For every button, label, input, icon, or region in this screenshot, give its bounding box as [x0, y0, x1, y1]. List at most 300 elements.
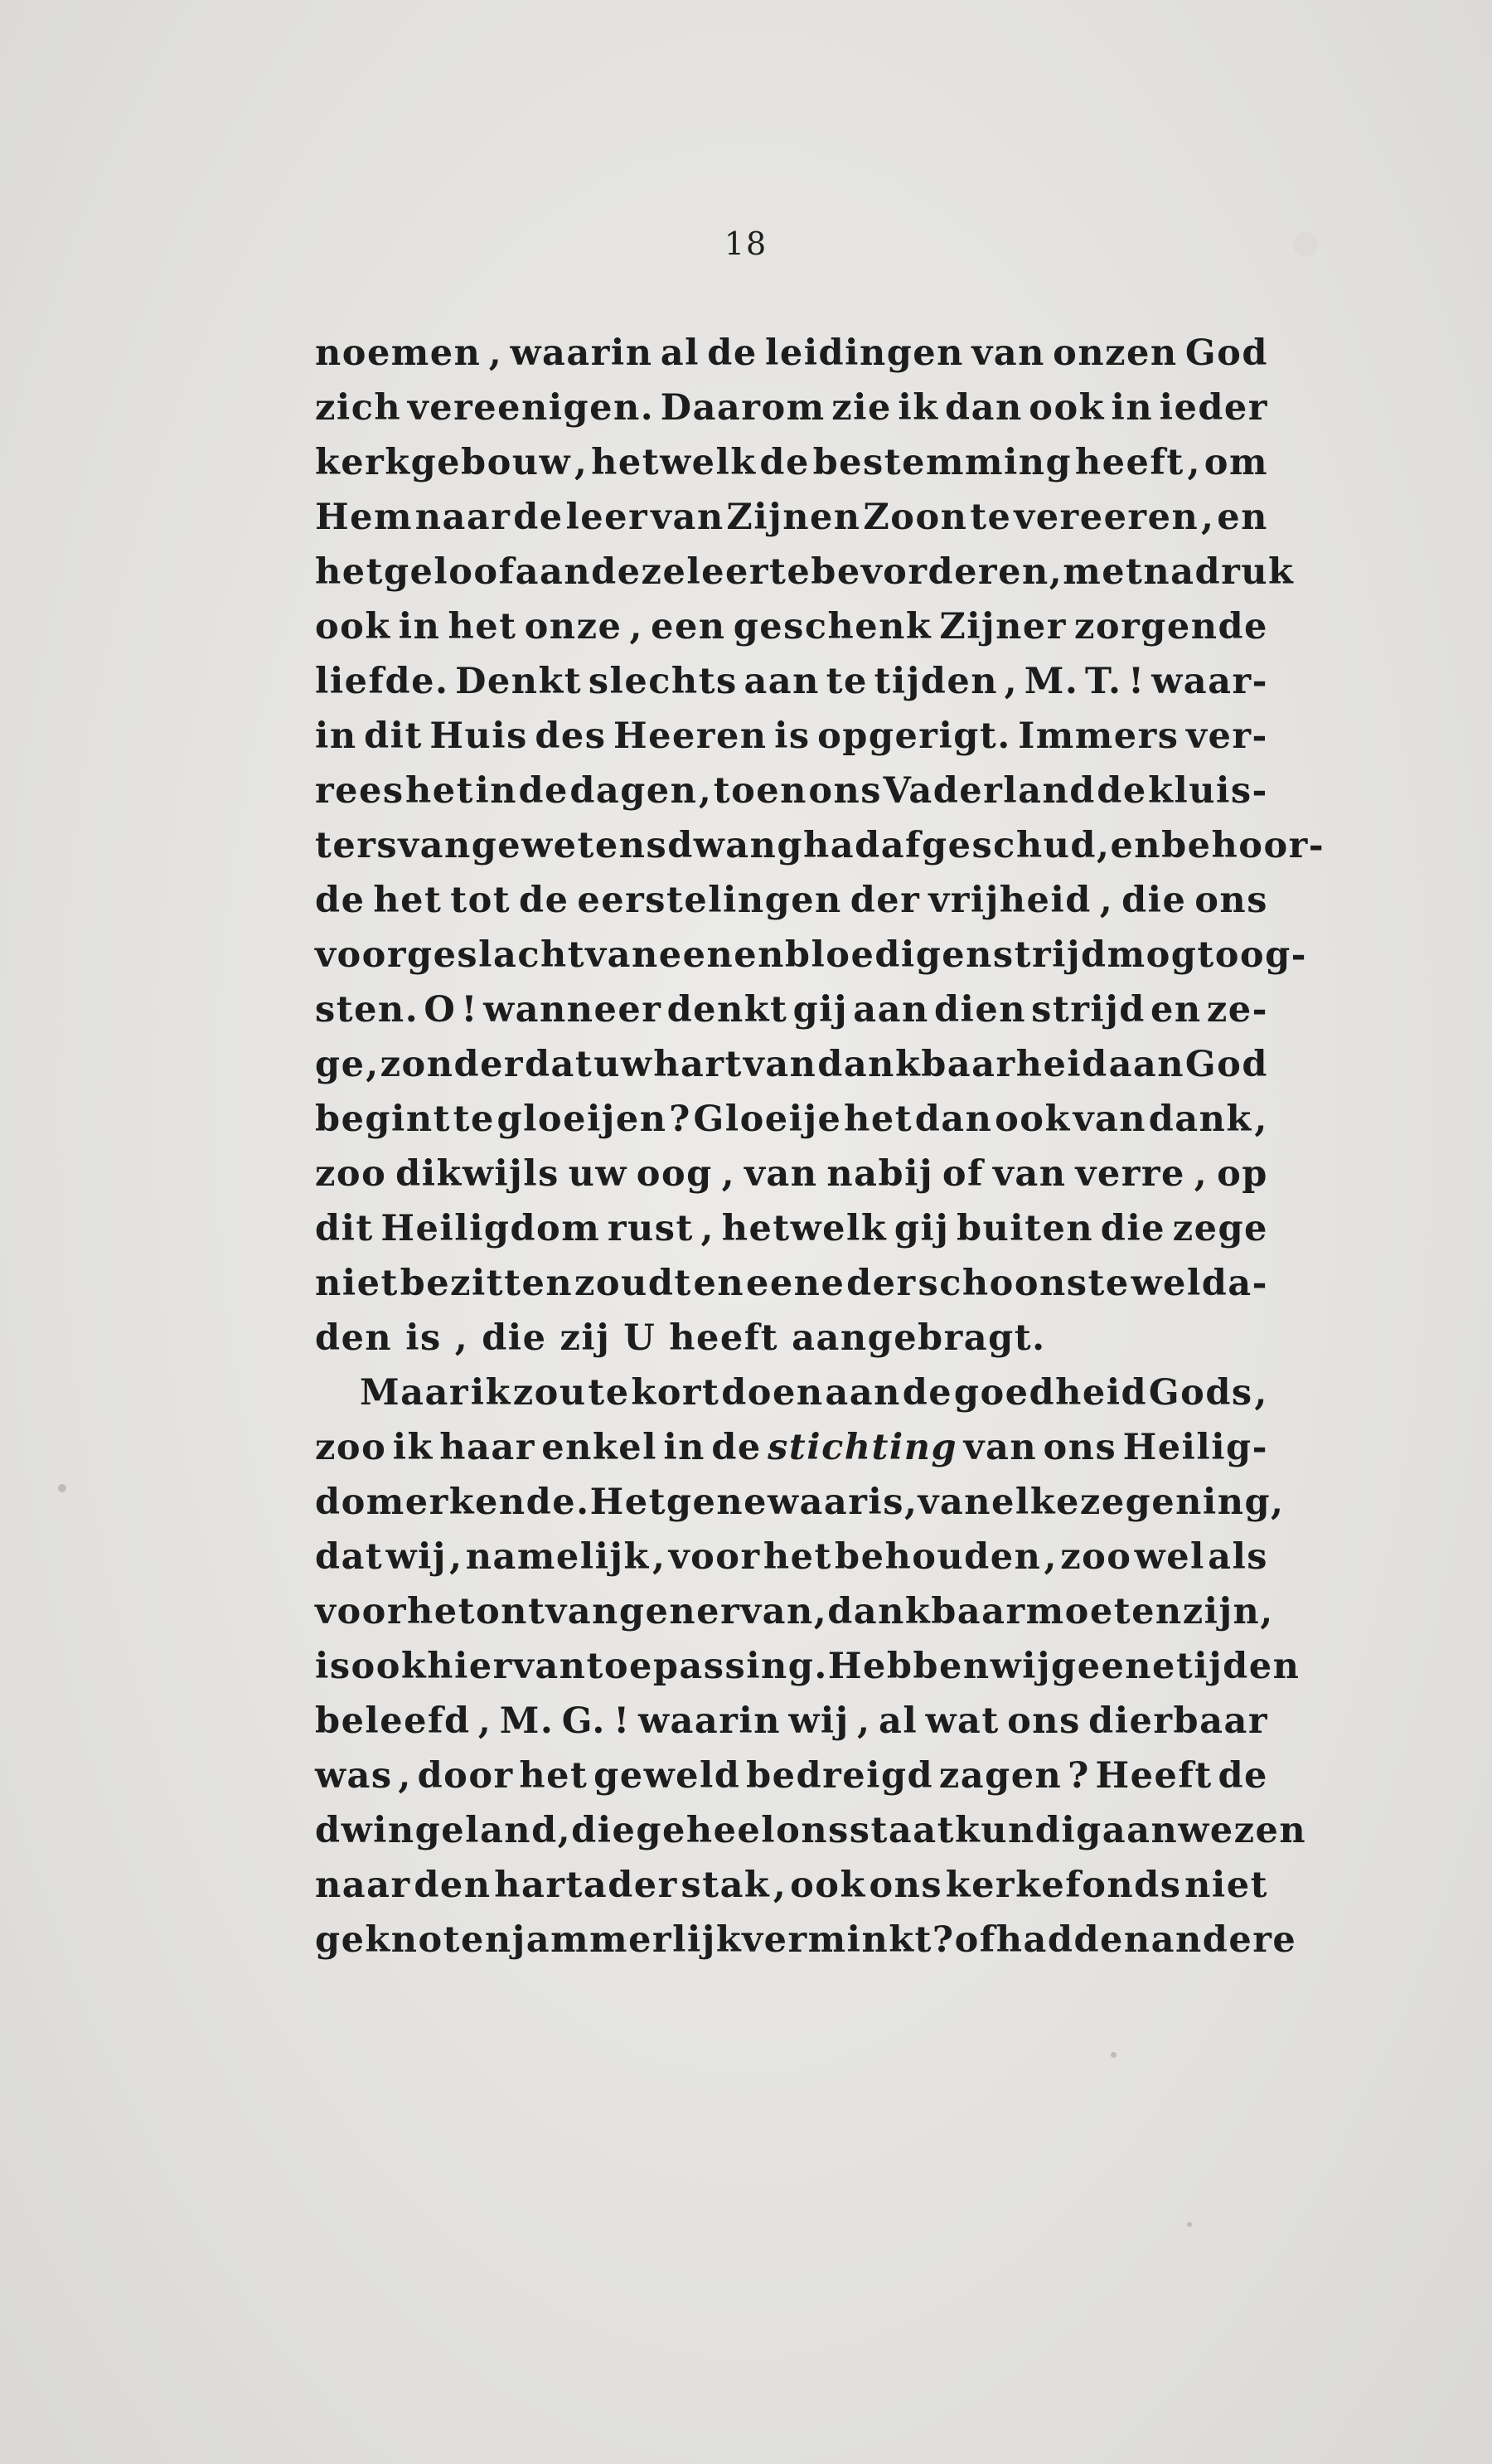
word: ook: [995, 1099, 1071, 1140]
word: Maar: [360, 1372, 469, 1414]
text-line: [315, 709, 1268, 764]
word: gij: [894, 1208, 950, 1249]
word: ,: [1096, 825, 1111, 866]
word: zie: [831, 387, 892, 429]
word: Huis: [429, 715, 528, 757]
word: noemen: [315, 332, 482, 374]
word: en: [1217, 497, 1268, 538]
word: M.: [499, 1700, 555, 1742]
word: zegening: [1079, 1482, 1272, 1523]
word: de: [711, 1427, 762, 1468]
word: in: [398, 606, 441, 648]
word: van: [650, 497, 724, 538]
word: Zijner: [939, 606, 1067, 648]
word: in: [1111, 387, 1154, 429]
text-line: [315, 435, 1268, 490]
word: toepassing.: [586, 1646, 828, 1687]
word: ,: [652, 1536, 666, 1578]
word: eerstelingen: [577, 880, 842, 921]
text-line: [315, 1858, 1268, 1913]
word: Gloeije: [693, 1099, 842, 1140]
word: voor: [668, 1536, 761, 1578]
word: in: [663, 1427, 705, 1468]
word: zorgende: [1074, 606, 1268, 648]
word: uw: [568, 1153, 627, 1195]
word: het: [844, 1099, 913, 1140]
word: te: [453, 1099, 495, 1140]
word: tijden: [1175, 1646, 1301, 1687]
word: er: [696, 1591, 741, 1632]
word: schoonste: [918, 1263, 1130, 1304]
word: waarin: [510, 332, 653, 374]
word: ,: [903, 1482, 918, 1523]
word: ,: [574, 442, 589, 483]
word: God: [1184, 332, 1268, 374]
word: ,: [1049, 551, 1063, 593]
word: Hetgene: [589, 1482, 768, 1523]
word: ,: [1187, 442, 1202, 483]
text-line: [315, 1201, 1268, 1256]
word: van: [740, 1591, 814, 1632]
word: zijn: [1182, 1591, 1261, 1632]
word: ons: [1007, 1700, 1081, 1742]
word: ,: [1260, 1591, 1274, 1632]
word: strijd: [1031, 989, 1146, 1031]
word: dankbaarheid: [817, 1044, 1108, 1085]
text-line: [315, 1584, 1274, 1639]
word: dankbaar: [827, 1591, 1026, 1632]
word: God: [1184, 1044, 1268, 1085]
word: Gods: [1148, 1372, 1253, 1414]
word: een: [651, 606, 726, 648]
word: hart: [653, 1044, 743, 1085]
word: van: [918, 1482, 992, 1523]
word: niet: [315, 1263, 399, 1304]
word: ,: [1254, 1099, 1268, 1140]
word: Daarom: [660, 387, 826, 429]
word: al: [878, 1700, 918, 1742]
word: U: [623, 1317, 656, 1359]
word: ze-: [1206, 989, 1268, 1031]
word: geloof: [383, 551, 516, 593]
word: der: [850, 880, 921, 921]
word: in: [475, 770, 518, 812]
word: ik: [392, 1427, 434, 1468]
text-line: [315, 1913, 1297, 1967]
word: kort: [631, 1372, 720, 1414]
word: uw: [593, 1044, 653, 1085]
text-line: [315, 1530, 1268, 1584]
word: het: [448, 606, 517, 648]
word: hetwelk: [591, 442, 757, 483]
word: en: [461, 1919, 512, 1961]
word: wij: [385, 1536, 447, 1578]
word: het: [407, 1591, 476, 1632]
text-line: [315, 1311, 1268, 1365]
word: vrijheid: [928, 880, 1092, 921]
word: dan: [945, 387, 1023, 429]
word: Hebben: [827, 1646, 991, 1687]
word: de: [1218, 1755, 1268, 1797]
word: dom: [315, 1482, 405, 1523]
word: behoor-: [1161, 825, 1325, 866]
word: ?: [1068, 1755, 1090, 1797]
word: op: [1217, 1153, 1268, 1195]
word: leidingen: [765, 332, 964, 374]
word: zou: [512, 1372, 587, 1414]
word: gij: [792, 989, 849, 1031]
word: dit: [364, 715, 423, 757]
word: leer: [686, 551, 770, 593]
word: bevorderen: [811, 551, 1049, 593]
text-line: [315, 1475, 1285, 1530]
word: eenen: [658, 934, 785, 976]
word: van: [743, 1044, 817, 1085]
word: in: [315, 715, 357, 757]
word: jammerlijk: [511, 1919, 743, 1961]
word: zoo: [315, 1153, 387, 1195]
word: van: [1073, 1099, 1147, 1140]
word: had: [802, 825, 881, 866]
word: ,: [1194, 1153, 1209, 1195]
word: enkel: [541, 1427, 657, 1468]
word: ons: [1194, 880, 1268, 921]
text-line: [315, 764, 1268, 818]
word: verre: [1075, 1153, 1185, 1195]
word: ?: [932, 1919, 955, 1961]
word: der: [846, 1263, 917, 1304]
word: dat: [315, 1536, 384, 1578]
word: waar-: [1151, 661, 1268, 702]
word: goedheid: [953, 1372, 1148, 1414]
word: nadruk: [1143, 551, 1295, 593]
word: dien: [933, 989, 1026, 1031]
word: geknot: [315, 1919, 462, 1961]
word: was: [315, 1755, 393, 1797]
word: liefde.: [315, 661, 449, 702]
word: ,: [488, 332, 503, 374]
word: kerkefonds: [945, 1865, 1182, 1906]
word: stichting: [768, 1427, 958, 1468]
word: Zoon: [863, 497, 968, 538]
word: voor: [315, 1591, 408, 1632]
word: van: [512, 1646, 587, 1687]
word: van: [971, 332, 1045, 374]
word: ,: [557, 1810, 572, 1851]
word: zoo: [315, 1427, 387, 1468]
text-line: [315, 490, 1268, 545]
word: aan: [1108, 1044, 1185, 1085]
text-line: [315, 545, 1295, 599]
word: ,: [454, 1317, 469, 1359]
word: te: [970, 497, 1012, 538]
word: ,: [813, 1591, 828, 1632]
word: ons: [1043, 1427, 1117, 1468]
word: en: [1110, 825, 1162, 866]
word: zege: [1172, 1208, 1268, 1249]
word: dat: [524, 1044, 593, 1085]
word: en: [693, 1263, 745, 1304]
word: die: [1121, 880, 1187, 921]
text-line: [315, 654, 1268, 709]
word: zoo: [1060, 1536, 1132, 1578]
page-number: 18: [724, 226, 768, 262]
text-line: [315, 928, 1307, 982]
word: mogt: [1107, 934, 1215, 976]
word: Heeft: [1095, 1755, 1213, 1797]
word: wij: [990, 1646, 1052, 1687]
word: die: [482, 1317, 547, 1359]
word: ,: [1201, 497, 1215, 538]
word: zoudt: [574, 1263, 692, 1304]
word: welda-: [1131, 1263, 1268, 1304]
word: heeft: [1074, 442, 1184, 483]
word: de: [759, 442, 810, 483]
word: toen: [713, 770, 807, 812]
word: door: [417, 1755, 514, 1797]
word: leer: [565, 497, 649, 538]
word: deze: [591, 551, 687, 593]
word: het: [519, 1755, 589, 1797]
word: geheel: [636, 1810, 777, 1851]
word: afgeschud: [880, 825, 1097, 866]
word: heeft: [669, 1317, 779, 1359]
word: de: [707, 332, 758, 374]
word: den: [414, 1865, 492, 1906]
word: ?: [669, 1099, 691, 1140]
word: G.: [561, 1700, 606, 1742]
word: Zijnen: [726, 497, 861, 538]
word: te: [826, 661, 868, 702]
word: ver-: [1186, 715, 1268, 757]
word: erkende.: [404, 1482, 590, 1523]
word: vereenigen.: [407, 387, 655, 429]
word: of: [942, 1153, 985, 1195]
word: aan: [744, 661, 820, 702]
word: ,: [773, 1865, 787, 1906]
word: gewetensdwang: [471, 825, 803, 866]
word: ,: [1004, 661, 1019, 702]
word: !: [1128, 661, 1146, 702]
word: dan: [914, 1099, 993, 1140]
word: begint: [315, 1099, 451, 1140]
word: kerkgebouw: [315, 442, 572, 483]
word: buiten: [956, 1208, 1094, 1249]
word: is: [774, 715, 811, 757]
word: moeten: [1025, 1591, 1183, 1632]
word: geweld: [593, 1755, 741, 1797]
word: ters: [315, 825, 399, 866]
word: van: [398, 825, 472, 866]
word: aan: [825, 1372, 901, 1414]
text-line: [315, 381, 1268, 435]
word: haar: [439, 1427, 535, 1468]
word: ,: [1271, 1482, 1285, 1523]
text-line: [315, 982, 1268, 1037]
word: strijd: [992, 934, 1107, 976]
word: van: [963, 1427, 1038, 1468]
word: ,: [698, 770, 713, 812]
text-line: [315, 1037, 1268, 1092]
word: is: [315, 1646, 351, 1687]
word: ieder: [1159, 387, 1268, 429]
text-line: [315, 1365, 1268, 1420]
text-line: [315, 599, 1268, 654]
word: stak: [681, 1865, 771, 1906]
word: hadden: [995, 1919, 1151, 1961]
word: zij: [560, 1317, 611, 1359]
word: is: [405, 1317, 442, 1359]
text-line: [315, 1803, 1307, 1858]
body-text: [315, 326, 1325, 1967]
word: doen: [721, 1372, 824, 1414]
word: dierbaar: [1088, 1700, 1268, 1742]
word: wij: [788, 1700, 850, 1742]
word: Heeren: [613, 715, 768, 757]
word: oog-: [1214, 934, 1307, 976]
word: des: [535, 715, 607, 757]
word: zonder: [380, 1044, 525, 1085]
word: behouden: [835, 1536, 1042, 1578]
word: ,: [700, 1208, 715, 1249]
word: de: [513, 497, 564, 538]
word: ,: [1099, 880, 1114, 921]
word: andere: [1150, 1919, 1297, 1961]
word: Vaderland: [883, 770, 1096, 812]
word: dwingeland: [315, 1810, 558, 1851]
word: ook: [315, 606, 391, 648]
word: ,: [449, 1536, 463, 1578]
word: ons: [808, 770, 883, 812]
word: al: [660, 332, 700, 374]
word: opgerigt.: [817, 715, 1011, 757]
word: denkt: [666, 989, 788, 1031]
word: zich: [315, 387, 402, 429]
word: vereeren: [1014, 497, 1199, 538]
word: ,: [398, 1755, 412, 1797]
word: bestemming: [812, 442, 1073, 483]
word: wat: [925, 1700, 1000, 1742]
word: als: [1208, 1536, 1268, 1578]
text-line: [315, 1694, 1268, 1749]
text-line: [315, 1092, 1268, 1147]
word: dank: [1148, 1099, 1252, 1140]
word: aanwezen: [1102, 1810, 1307, 1851]
word: tijden: [874, 661, 998, 702]
paragraph: [315, 1365, 1307, 1967]
paper-speck: [58, 1484, 66, 1492]
word: ,: [1044, 1536, 1058, 1578]
word: de: [1097, 770, 1147, 812]
word: van: [585, 934, 659, 976]
word: den: [315, 1317, 393, 1359]
word: onzen: [1053, 332, 1178, 374]
word: en: [1150, 989, 1202, 1031]
word: dagen: [569, 770, 698, 812]
word: ,: [1254, 1372, 1268, 1414]
word: staatkundig: [849, 1810, 1102, 1851]
word: ook: [790, 1865, 866, 1906]
text-line: [315, 1420, 1268, 1475]
text-line: [315, 1256, 1268, 1311]
paper-speck: [1111, 2052, 1117, 2058]
word: T.: [1085, 661, 1122, 702]
word: geene: [1051, 1646, 1176, 1687]
word: dikwijls: [395, 1153, 560, 1195]
word: aangebragt.: [792, 1317, 1046, 1359]
word: wanneer: [483, 989, 662, 1031]
word: zagen: [938, 1755, 1063, 1797]
word: ik: [898, 387, 939, 429]
word: Heilig-: [1122, 1427, 1268, 1468]
word: Denkt: [455, 661, 583, 702]
word: beleefd: [315, 1700, 471, 1742]
word: hetwelk: [721, 1208, 888, 1249]
word: ik: [470, 1372, 511, 1414]
word: !: [461, 989, 478, 1031]
word: het: [763, 1536, 832, 1578]
word: of: [954, 1919, 996, 1961]
word: Immers: [1018, 715, 1180, 757]
word: waar: [767, 1482, 869, 1523]
word: bloedigen: [784, 934, 993, 976]
word: eene: [745, 1263, 845, 1304]
word: verminkt: [742, 1919, 932, 1961]
word: het: [405, 770, 474, 812]
word: die: [571, 1810, 637, 1851]
word: het: [315, 551, 384, 593]
word: van: [992, 1153, 1067, 1195]
text-line: [315, 1147, 1268, 1201]
text-line: [315, 818, 1325, 873]
word: de: [902, 1372, 953, 1414]
word: hier: [427, 1646, 513, 1687]
word: O: [424, 989, 457, 1031]
word: rees: [315, 770, 404, 812]
word: het: [373, 880, 443, 921]
word: slechts: [588, 661, 738, 702]
word: naar: [315, 1865, 411, 1906]
word: ontvangen: [476, 1591, 697, 1632]
word: niet: [1184, 1865, 1268, 1906]
word: wel: [1134, 1536, 1205, 1578]
word: om: [1204, 442, 1268, 483]
word: voorgeslacht: [315, 934, 586, 976]
word: is: [868, 1482, 904, 1523]
paper-speck: [1187, 2222, 1192, 2227]
word: ,: [721, 1153, 736, 1195]
word: oog: [636, 1153, 713, 1195]
word: de: [315, 880, 366, 921]
word: !: [613, 1700, 631, 1742]
text-line: [315, 873, 1268, 928]
word: ,: [366, 1044, 380, 1085]
word: ,: [477, 1700, 492, 1742]
text-line: [315, 1639, 1301, 1694]
word: ge: [315, 1044, 366, 1085]
word: sten.: [315, 989, 419, 1031]
word: aan: [853, 989, 929, 1031]
word: geschenk: [733, 606, 932, 648]
word: van: [744, 1153, 818, 1195]
word: nabij: [826, 1153, 934, 1195]
word: elke: [991, 1482, 1080, 1523]
word: te: [769, 551, 811, 593]
word: rust: [607, 1208, 694, 1249]
word: onze: [524, 606, 622, 648]
word: aan: [515, 551, 592, 593]
word: bezitten: [400, 1263, 574, 1304]
